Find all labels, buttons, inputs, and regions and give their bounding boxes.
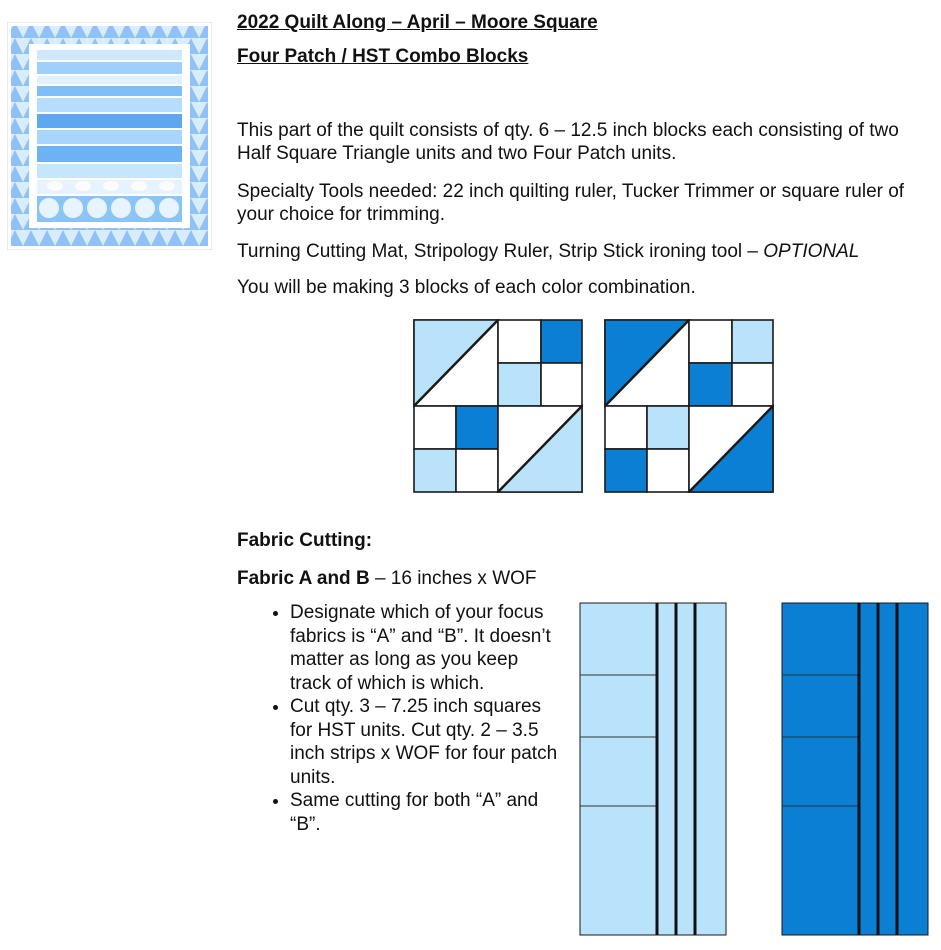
cutting-bullet: • Designate which of your focus fabrics is “A” and “B”. It doesn’t matter as long as you keep track of which is which.: [290, 601, 560, 695]
fabric-a-b-line: [237, 567, 537, 590]
intro-paragraph: This part of the quilt consists of qty. 6 – 12.5 inch blocks each consisting of two Half Square Triangle units and two Four Patch units.: [237, 120, 899, 164]
cutting-bullet: • Same cutting for both “A” and “B”.: [290, 789, 560, 836]
document-subtitle: Four Patch / HST Combo Blocks: [237, 46, 529, 67]
optional-tools-paragraph: [237, 240, 937, 263]
tools-paragraph: Specialty Tools needed: 22 inch quilting ruler, Tucker Trimmer or square ruler of your choice for trimming.: [237, 181, 905, 225]
optional-label: OPTIONAL: [763, 241, 860, 262]
blocks-note-paragraph: You will be making 3 blocks of each color combination.: [237, 277, 696, 298]
fabric-cutting-heading: Fabric Cutting:: [237, 530, 373, 551]
document-title: 2022 Quilt Along – April – Moore Square: [237, 12, 598, 33]
fabric-a-cutting-diagram: [579, 602, 727, 936]
optional-tools-text: Turning Cutting Mat, Stripology Ruler, Strip Stick ironing tool –: [237, 241, 764, 262]
cutting-instructions: [238, 601, 560, 836]
cutting-bullet: • Cut qty. 3 – 7.25 inch squares for HST units. Cut qty. 2 – 3.5 inch strips x WOF for four patch units.: [290, 695, 560, 789]
fabric-label: Fabric A and B: [237, 568, 370, 589]
fabric-b-cutting-diagram: [781, 602, 929, 936]
block-diagram-dark: [603, 318, 775, 494]
quilt-thumbnail: [7, 22, 212, 250]
fabric-size: – 16 inches x WOF: [369, 568, 537, 589]
block-diagram-light: [412, 318, 584, 494]
